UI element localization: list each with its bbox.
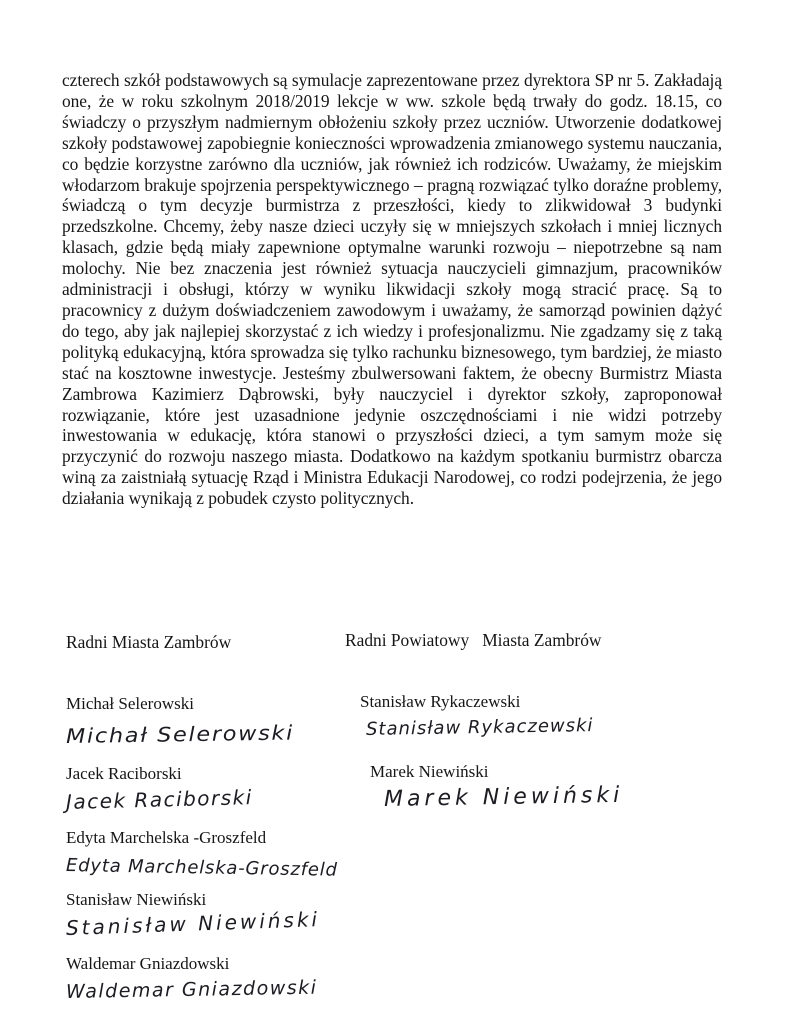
signature-s-niewinski: Stanisław Niewiński xyxy=(65,907,321,940)
letter-body xyxy=(62,70,722,509)
signer-name-gniazdowski: Waldemar Gniazdowski xyxy=(66,954,230,973)
county-council-heading: Radni Powiatowy Miasta Zambrów xyxy=(345,630,602,650)
signer-name-raciborski: Jacek Raciborski xyxy=(66,764,182,783)
signature-marchelska: Edyta Marchelska-Groszfeld xyxy=(65,855,338,881)
signer-name-s-niewinski: Stanisław Niewiński xyxy=(66,890,207,909)
letter-paragraph: czterech szkół podstawowych są symulacje zaprezentowane przez dyrektora SP nr 5. Zakładają one, że w roku szkolnym 2018/2019 lekcje w ww. szkole będą trwały do godz. 18.15, co świadczy o przyszłym nadmiernym obłożeniu szkoły przez uczniów. Utworzenie dodatkowej szkoły podstawowej zapobiegnie konieczności wprowadzenia zmianowego systemu nauczania, co będzie korzystne zarówno dla uczniów, jak również ich rodziców. Uważamy, że miejskim włodarzom brakuje spojrzenia perspektywicznego – pragną rozwiązać tylko doraźne problemy, świadczą o tym decyzje burmistrza z przeszłości, kiedy to zlikwidował 3 budynki przedszkolne. Chcemy, żeby nasze dzieci uczyły się w mniejszych szkołach i mniej licznych klasach, gdzie będą miały zapewnione optymalne warunki rozwoju – niepotrzebne są nam molochy. Nie bez znaczenia jest również sytuacja nauczycieli gimnazjum, pracowników administracji i obsługi, którzy w wyniku likwidacji szkoły mogą stracić pracę. Są to pracownicy z dużym doświadczeniem zawodowym i uważamy, że samorząd powinien dążyć do tego, aby jak najlepiej skorzystać z ich wiedzy i profesjonalizmu. Nie zgadzamy się z taką polityką edukacyjną, która sprowadza się tylko rachunku biznesowego, tym bardziej, że miasto stać na kosztowne inwestycje. Jesteśmy zbulwersowani faktem, że obecny Burmistrz Miasta Zambrowa Kazimierz Dąbrowski, były nauczyciel i dyrektor szkoły, zaproponował rozwiązanie, które jest uzasadnione jedynie oszczędnościami i nie widzi potrzeby inwestowania w edukację, która stanowi o przyszłości dzieci, a tym samym może się przyczynić do rozwoju naszego miasta. Dodatkowo na każdym spotkaniu burmistrz obarcza winą za zaistniałą sytuację Rząd i Ministra Edukacji Narodowej, co rodzi podejrzenia, że jego działania wynikają z pobudek czysto politycznych. xyxy=(62,70,722,509)
signature-selerowski: Michał Selerowski xyxy=(65,720,295,748)
signature-gniazdowski: Waldemar Gniazdowski xyxy=(65,976,318,1003)
signature-raciborski: Jacek Raciborski xyxy=(65,785,254,814)
signature-rykaczewski: Stanisław Rykaczewski xyxy=(365,715,594,740)
signer-name-selerowski: Michał Selerowski xyxy=(66,694,194,713)
signer-name-m-niewinski: Marek Niewiński xyxy=(370,762,489,781)
signer-name-rykaczewski: Stanisław Rykaczewski xyxy=(360,692,521,711)
city-council-heading: Radni Miasta Zambrów xyxy=(66,632,232,652)
signer-name-marchelska: Edyta Marchelska -Groszfeld xyxy=(66,828,267,847)
signature-m-niewinski: Marek Niewiński xyxy=(383,782,624,812)
